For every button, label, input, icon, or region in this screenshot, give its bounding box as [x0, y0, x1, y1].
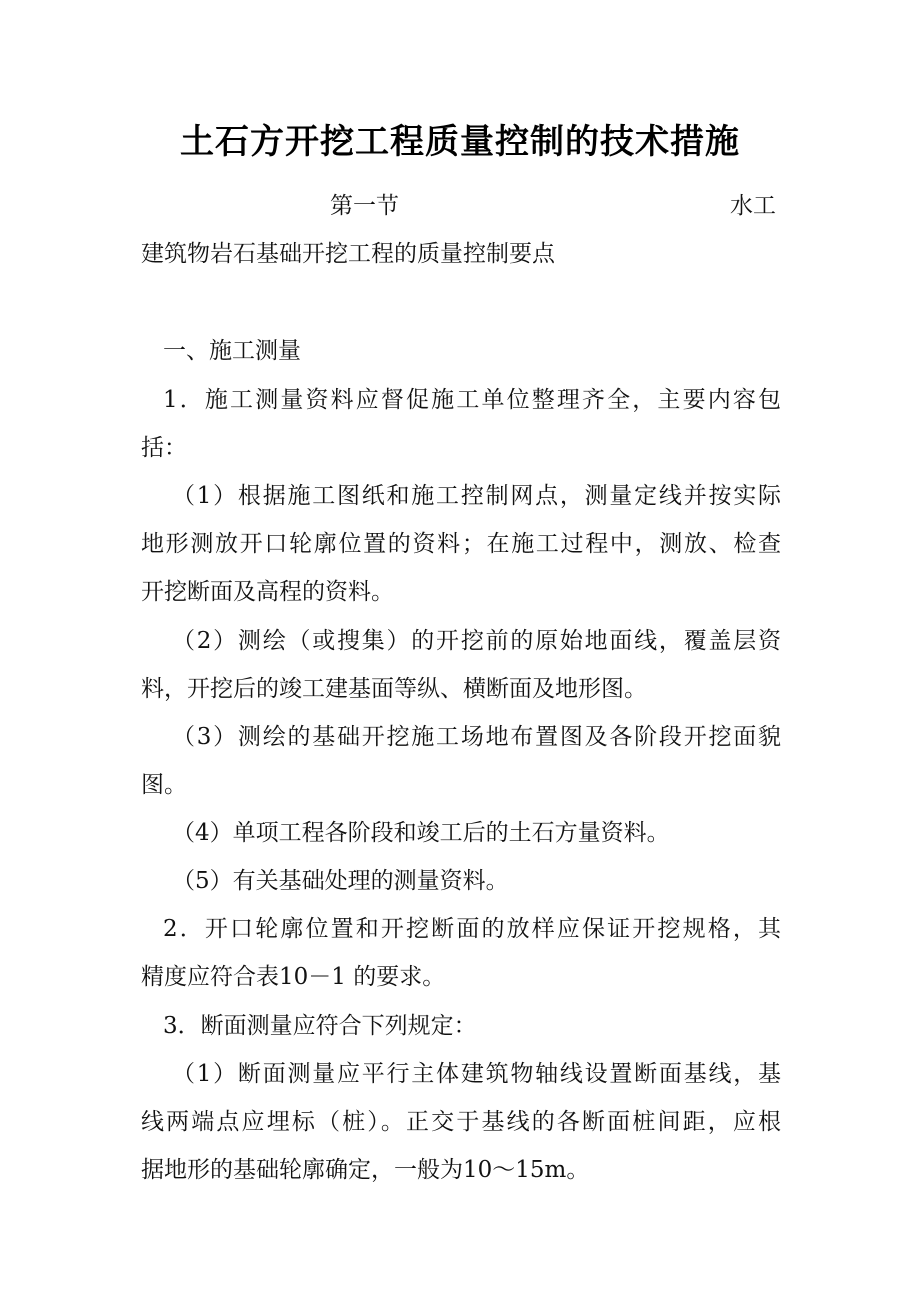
document-title: 土石方开挖工程质量控制的技术措施 — [180, 122, 740, 162]
sub-3-line-2: 图。 — [141, 772, 187, 798]
item-2-line-2: 精度应符合表10－1 的要求。 — [141, 964, 446, 990]
item-1-line-1: 1．施工测量资料应督促施工单位整理齐全，主要内容包 — [163, 387, 781, 413]
item-3-sub-1-line-2: 线两端点应埋标（桩）。正交于基线的各断面桩间距，应根 — [141, 1109, 781, 1135]
section-title-start: 水工 — [730, 193, 776, 219]
item-3-sub-1-line-1: （1）断面测量应平行主体建筑物轴线设置断面基线，基 — [172, 1061, 781, 1087]
item-1-line-2: 括： — [141, 435, 187, 461]
section-number: 第一节 — [330, 193, 399, 219]
sub-5-line: （5）有关基础处理的测量资料。 — [172, 868, 509, 894]
sub-1-line-2: 地形测放开口轮廓位置的资料；在施工过程中，测放、检查 — [141, 531, 781, 557]
item-2-line-1: 2．开口轮廓位置和开挖断面的放样应保证开挖规格，其 — [163, 916, 781, 942]
subheading-survey: 一、施工测量 — [163, 338, 301, 364]
sub-3-line-1: （3）测绘的基础开挖施工场地布置图及各阶段开挖面貌 — [172, 724, 781, 750]
item-3-line: 3．断面测量应符合下列规定： — [163, 1013, 477, 1039]
section-title-continuation: 建筑物岩石基础开挖工程的质量控制要点 — [141, 241, 555, 267]
sub-1-line-3: 开挖断面及高程的资料。 — [141, 579, 394, 605]
sub-1-line-1: （1）根据施工图纸和施工控制网点，测量定线并按实际 — [172, 483, 781, 509]
sub-2-line-1: （2）测绘（或搜集）的开挖前的原始地面线，覆盖层资 — [172, 628, 781, 654]
sub-2-line-2: 料，开挖后的竣工建基面等纵、横断面及地形图。 — [141, 676, 647, 702]
item-3-sub-1-line-3: 据地形的基础轮廓确定，一般为10～15m。 — [141, 1157, 590, 1183]
sub-4-line: （4）单项工程各阶段和竣工后的土石方量资料。 — [172, 820, 670, 846]
